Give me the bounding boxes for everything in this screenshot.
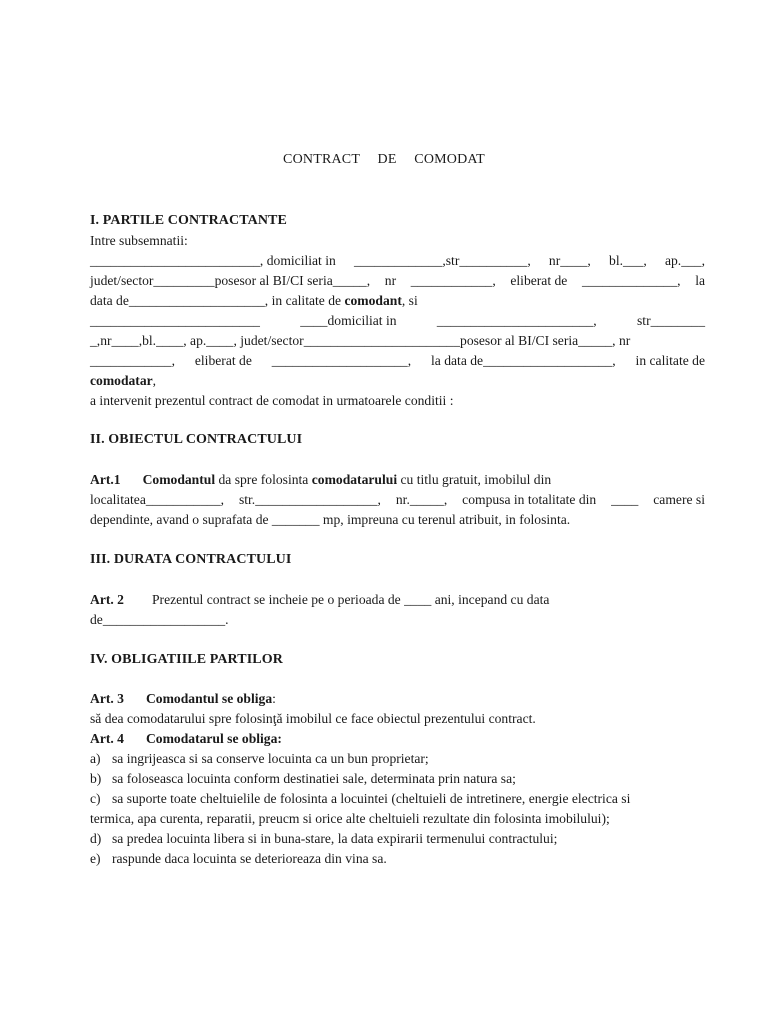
article-3-4 (90, 689, 705, 869)
section-object (90, 430, 705, 450)
text-segment: str________ (637, 313, 705, 328)
text-segment: ____________, (90, 353, 175, 368)
text-segment: nr (384, 273, 397, 288)
paragraph-line (90, 291, 705, 311)
paragraph-line: a intervenit prezentul contract de comodat in urmatoarele conditii : (90, 393, 454, 408)
text-segment: cu titlu gratuit, imobilul din (397, 472, 552, 487)
list-item-label: e) (90, 851, 101, 866)
paragraph-line: _,nr____,bl.____, ap.____, judet/sector_______________________posesor al BI/CI seria_____, nr (90, 333, 631, 348)
justified-line (90, 271, 705, 291)
list-item (90, 849, 705, 869)
text-segment: _______________________, (436, 313, 597, 328)
list-item (90, 829, 705, 849)
list-item-text: termica, apa curenta, reparatii, preucm si orice alte cheltuieli rezultate din folosinta imobilului); (90, 811, 610, 826)
list-item-text: sa predea locuinta libera si in buna-stare, la data expirarii termenului contractului; (112, 831, 558, 846)
bold-term: comodant (344, 293, 402, 308)
text-segment: _____________,str__________, (354, 253, 531, 268)
section-heading: I. PARTILE CONTRACTANTE (90, 213, 287, 228)
section-parties (90, 211, 705, 411)
list-item-text: raspunde daca locuinta se deterioreaza din vina sa. (112, 851, 387, 866)
text-segment: Prezentul contract se incheie pe o perioada de ____ ani, incepand cu data (151, 592, 550, 607)
text-segment: da spre folosinta (215, 472, 312, 487)
paragraph-line: dependinte, avand o suprafata de _______ mp, impreuna cu terenul atribuit, in folosinta. (90, 512, 571, 527)
text-segment: la (695, 273, 705, 288)
list-item (90, 769, 705, 789)
text-segment: compusa in totalitate din (462, 492, 597, 507)
text-segment: la data de___________________, (431, 353, 616, 368)
text-segment: _________________________, domiciliat in (90, 253, 336, 268)
text-segment: ____domiciliat in (300, 313, 397, 328)
list-item (90, 749, 705, 769)
text-segment: in calitate de (635, 353, 705, 368)
document-title: CONTRACT DE COMODAT (283, 152, 485, 167)
bold-term: Comodantul se obliga (145, 691, 273, 706)
text-segment: camere si (653, 492, 705, 507)
article-label: Art. 2 (90, 592, 124, 607)
section-heading: IV. OBLIGATIILE PARTILOR (90, 652, 283, 667)
article-1 (90, 470, 705, 530)
section-obligations (90, 650, 705, 670)
text-segment: ap.___, (664, 253, 705, 268)
list-item-label: c) (90, 791, 101, 806)
list-item-label: d) (90, 831, 102, 846)
paragraph-line (90, 371, 705, 391)
text-segment: _________________________ (90, 313, 260, 328)
section-heading: II. OBIECTUL CONTRACTULUI (90, 432, 303, 447)
text-segment: str.__________________, (238, 492, 381, 507)
paragraph-line (90, 590, 705, 610)
text-segment: bl.___, (609, 253, 647, 268)
section-heading: III. DURATA CONTRACTULUI (90, 552, 292, 567)
justified-line (90, 251, 705, 271)
paragraph-line (90, 470, 705, 490)
bold-term: comodatarului (311, 472, 398, 487)
list-item-continuation (90, 809, 705, 829)
paragraph-line: Intre subsemnatii: (90, 233, 188, 248)
list-item-text: sa foloseasca locuinta conform destinatiei sale, determinata prin natura sa; (112, 771, 516, 786)
bold-term: Comodantul (142, 472, 216, 487)
list-item-text: sa ingrijeasca si sa conserve locuinta ca un bun proprietar; (112, 751, 429, 766)
paragraph-line (90, 729, 705, 749)
list-item-label: a) (90, 751, 101, 766)
article-label: Art.1 (90, 472, 121, 487)
paragraph-line: de__________________. (90, 612, 229, 627)
text-segment: eliberat de (510, 273, 568, 288)
text-segment: nr._____, (395, 492, 448, 507)
paragraph-line (90, 689, 705, 709)
list-item-text: sa suporte toate cheltuielile de folosinta a locuintei (cheltuieli de intretinere, energie electrica si (112, 791, 631, 806)
text-segment: ______________, (581, 273, 681, 288)
list-item (90, 789, 705, 809)
article-label: Art. 4 (90, 731, 124, 746)
text-segment: ____________________, (271, 353, 412, 368)
article-2 (90, 590, 705, 630)
justified-line (90, 351, 705, 371)
bold-term: comodatar (90, 373, 153, 388)
text-segment: : (272, 691, 276, 706)
text-segment: , si (401, 293, 418, 308)
section-duration (90, 550, 705, 570)
paragraph-line: să dea comodatarului spre folosinţă imobilul ce face obiectul prezentului contract. (90, 711, 536, 726)
text-segment: judet/sector_________posesor al BI/CI seria_____, (90, 273, 371, 288)
text-segment: nr____, (548, 253, 591, 268)
text-segment: ____________, (410, 273, 496, 288)
text-segment: , (152, 373, 157, 388)
text-segment: localitatea___________, (90, 492, 225, 507)
text-segment: ____ (611, 492, 639, 507)
bold-term: Comodatarul se obliga: (145, 731, 282, 746)
justified-line (90, 490, 705, 510)
article-label: Art. 3 (90, 691, 124, 706)
text-segment: eliberat de (194, 353, 252, 368)
list-item-label: b) (90, 771, 102, 786)
justified-line (90, 311, 705, 331)
text-segment: data de____________________, in calitate de (90, 293, 345, 308)
